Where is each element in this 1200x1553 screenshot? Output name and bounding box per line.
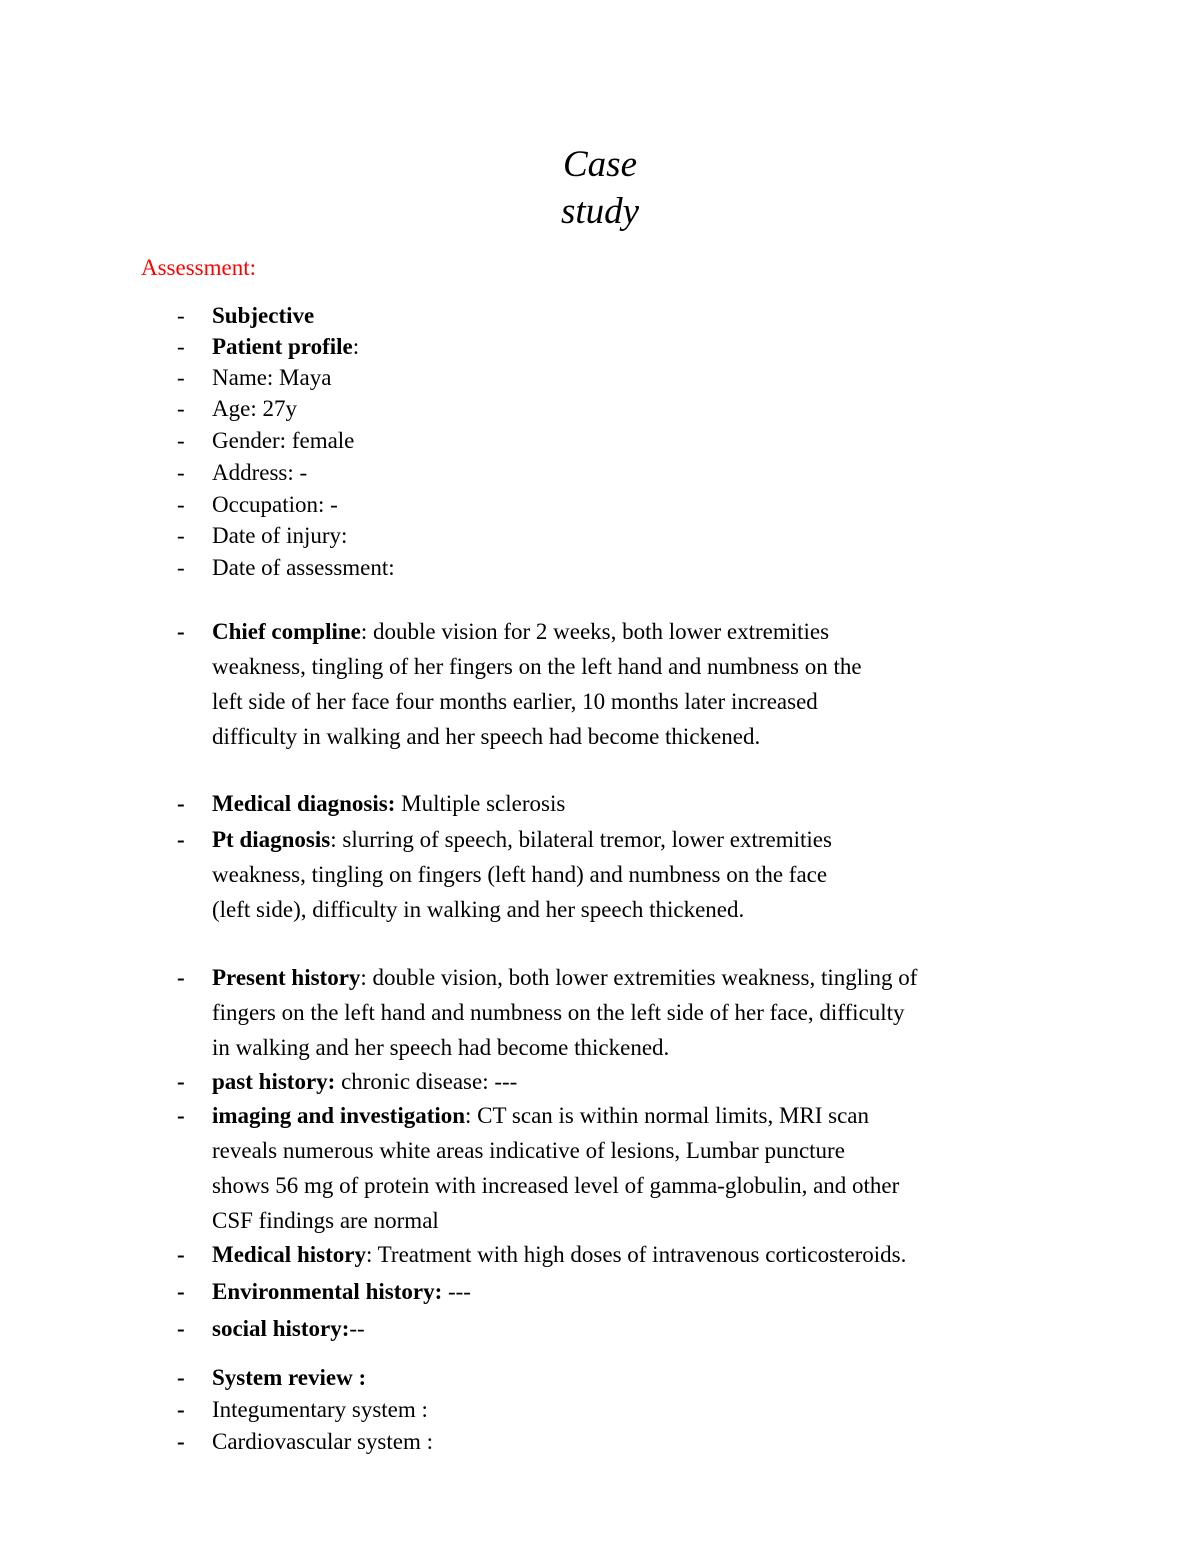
item-text: Occupation: -	[212, 492, 338, 517]
section-label-assessment: Assessment:	[141, 255, 256, 280]
item-text: : slurring of speech, bilateral tremor, lower extremities	[330, 827, 832, 852]
item-bold-label: Environmental history:	[212, 1279, 443, 1304]
item-bold-label: Subjective	[212, 303, 315, 328]
item-text: ---	[442, 1279, 471, 1304]
item-continuation-line: weakness, tingling of her fingers on the left hand and numbness on the	[212, 654, 862, 679]
list-bullet: -	[177, 791, 185, 816]
item-continuation-line: fingers on the left hand and numbness on the left side of her face, difficulty	[212, 1000, 905, 1025]
item-text: Cardiovascular system :	[212, 1429, 434, 1454]
list-bullet: -	[177, 827, 185, 852]
item-continuation-line: shows 56 mg of protein with increased level of gamma-globulin, and other	[212, 1173, 900, 1198]
item-continuation-line: left side of her face four months earlier, 10 months later increased	[212, 689, 818, 714]
item-text: Age: 27y	[212, 396, 297, 421]
list-bullet: -	[177, 619, 185, 644]
list-bullet: -	[177, 1397, 185, 1422]
item-text: : double vision for 2 weeks, both lower extremities	[360, 619, 830, 644]
item-text: chronic disease: ---	[335, 1069, 518, 1094]
item-bold-label: Pt diagnosis	[212, 827, 331, 852]
list-bullet: -	[177, 523, 185, 548]
list-bullet: -	[177, 1279, 185, 1304]
item-bold-label: social history:	[212, 1316, 350, 1341]
item-text: --	[349, 1316, 365, 1341]
list-bullet: -	[177, 334, 185, 359]
item-text: Name: Maya	[212, 365, 332, 390]
item-text: :	[352, 334, 360, 359]
list-bullet: -	[177, 396, 185, 421]
list-bullet: -	[177, 1069, 185, 1094]
item-text: Multiple sclerosis	[395, 791, 566, 816]
item-text: : double vision, both lower extremities weakness, tingling of	[360, 965, 918, 990]
list-bullet: -	[177, 1365, 185, 1390]
item-continuation-line: CSF findings are normal	[212, 1208, 439, 1233]
list-bullet: -	[177, 1103, 185, 1128]
item-bold-label: System review :	[212, 1365, 367, 1390]
list-bullet: -	[177, 492, 185, 517]
list-bullet: -	[177, 428, 185, 453]
item-bold-label: past history:	[212, 1069, 336, 1094]
list-bullet: -	[177, 1242, 185, 1267]
title-line-1: Case	[563, 144, 637, 185]
list-bullet: -	[177, 555, 185, 580]
title-line-2: study	[560, 191, 640, 232]
item-text: Address: -	[212, 460, 308, 485]
list-bullet: -	[177, 303, 185, 328]
list-bullet: -	[177, 965, 185, 990]
item-text: Date of assessment:	[212, 555, 395, 580]
item-continuation-line: weakness, tingling on fingers (left hand) and numbness on the face	[212, 862, 828, 887]
list-bullet: -	[177, 460, 185, 485]
item-bold-label: Present history	[212, 965, 361, 990]
item-bold-label: Patient profile	[212, 334, 353, 359]
list-bullet: -	[177, 1316, 185, 1341]
item-continuation-line: reveals numerous white areas indicative of lesions, Lumbar puncture	[212, 1138, 845, 1163]
item-bold-label: Chief compline	[212, 619, 361, 644]
item-text: Gender: female	[212, 428, 355, 453]
list-bullet: -	[177, 1429, 185, 1454]
item-continuation-line: difficulty in walking and her speech had become thickened.	[212, 724, 761, 749]
item-text: : Treatment with high doses of intravenous corticosteroids.	[365, 1242, 907, 1267]
list-bullet: -	[177, 365, 185, 390]
item-bold-label: Medical history	[212, 1242, 366, 1267]
item-continuation-line: in walking and her speech had become thickened.	[212, 1035, 670, 1060]
item-text: : CT scan is within normal limits, MRI scan	[465, 1103, 870, 1128]
item-bold-label: Medical diagnosis:	[212, 791, 396, 816]
item-text: Integumentary system :	[212, 1397, 428, 1422]
item-bold-label: imaging and investigation	[212, 1103, 466, 1128]
item-continuation-line: (left side), difficulty in walking and her speech thickened.	[212, 897, 745, 922]
item-text: Date of injury:	[212, 523, 348, 548]
